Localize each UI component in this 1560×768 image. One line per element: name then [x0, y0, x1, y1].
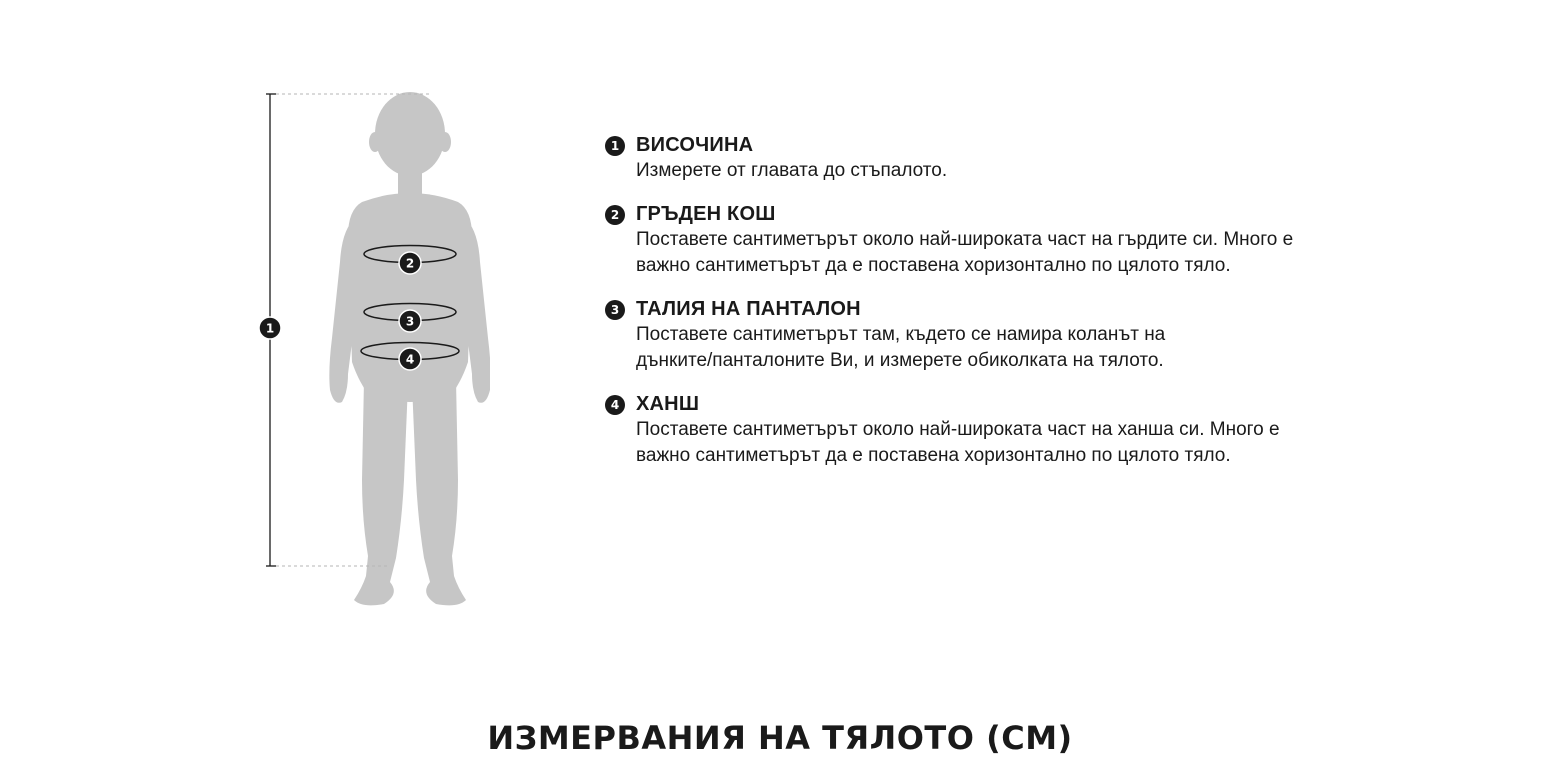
measurement-list: [605, 132, 1325, 470]
marker-1-icon: [259, 317, 281, 339]
svg-text:2: 2: [405, 256, 415, 271]
marker-4-icon: [399, 348, 421, 370]
measurement-description: Поставете сантиметърът около най-широката част на гърдите си. Много е важно сантиметърът да е поставена хоризонтално по цялото тяло.: [636, 228, 1294, 276]
body-diagram: [250, 80, 490, 620]
number-badge-2: 2: [605, 205, 625, 225]
marker-2-icon: [399, 252, 421, 274]
svg-text:3: 3: [405, 314, 415, 329]
measurement-chest: [605, 201, 1325, 280]
svg-text:4: 4: [405, 352, 415, 367]
measurement-title: ВИСОЧИНА: [636, 134, 754, 156]
number-badge-4: 4: [605, 395, 625, 415]
measurement-description: Измерете от главата до стъпалото.: [636, 160, 948, 181]
measurement-description: Поставете сантиметърът около най-широката част на ханша си. Много е важно сантиметърът да е поставена хоризонтално по цялото тяло.: [636, 418, 1280, 466]
page-title: ИЗМЕРВАНИЯ НА ТЯЛОТО (СМ): [487, 719, 1073, 757]
measurement-hip: [605, 391, 1325, 470]
child-body-figure: [250, 80, 490, 620]
measurement-title: ТАЛИЯ НА ПАНТАЛОН: [636, 297, 861, 320]
measurement-trouser-waist: [605, 296, 1325, 375]
measurement-title: ХАНШ: [636, 392, 700, 415]
svg-text:1: 1: [265, 321, 275, 336]
measurement-height: [605, 132, 1325, 185]
number-badge-1: 1: [605, 136, 625, 156]
measurement-description: Поставете сантиметърът там, където се намира коланът на дънките/панталоните Ви, и измерете обиколката на тялото.: [636, 323, 1166, 371]
marker-3-icon: [399, 310, 421, 332]
number-badge-3: 3: [605, 300, 625, 320]
measurement-title: ГРЪДЕН КОШ: [636, 202, 776, 225]
